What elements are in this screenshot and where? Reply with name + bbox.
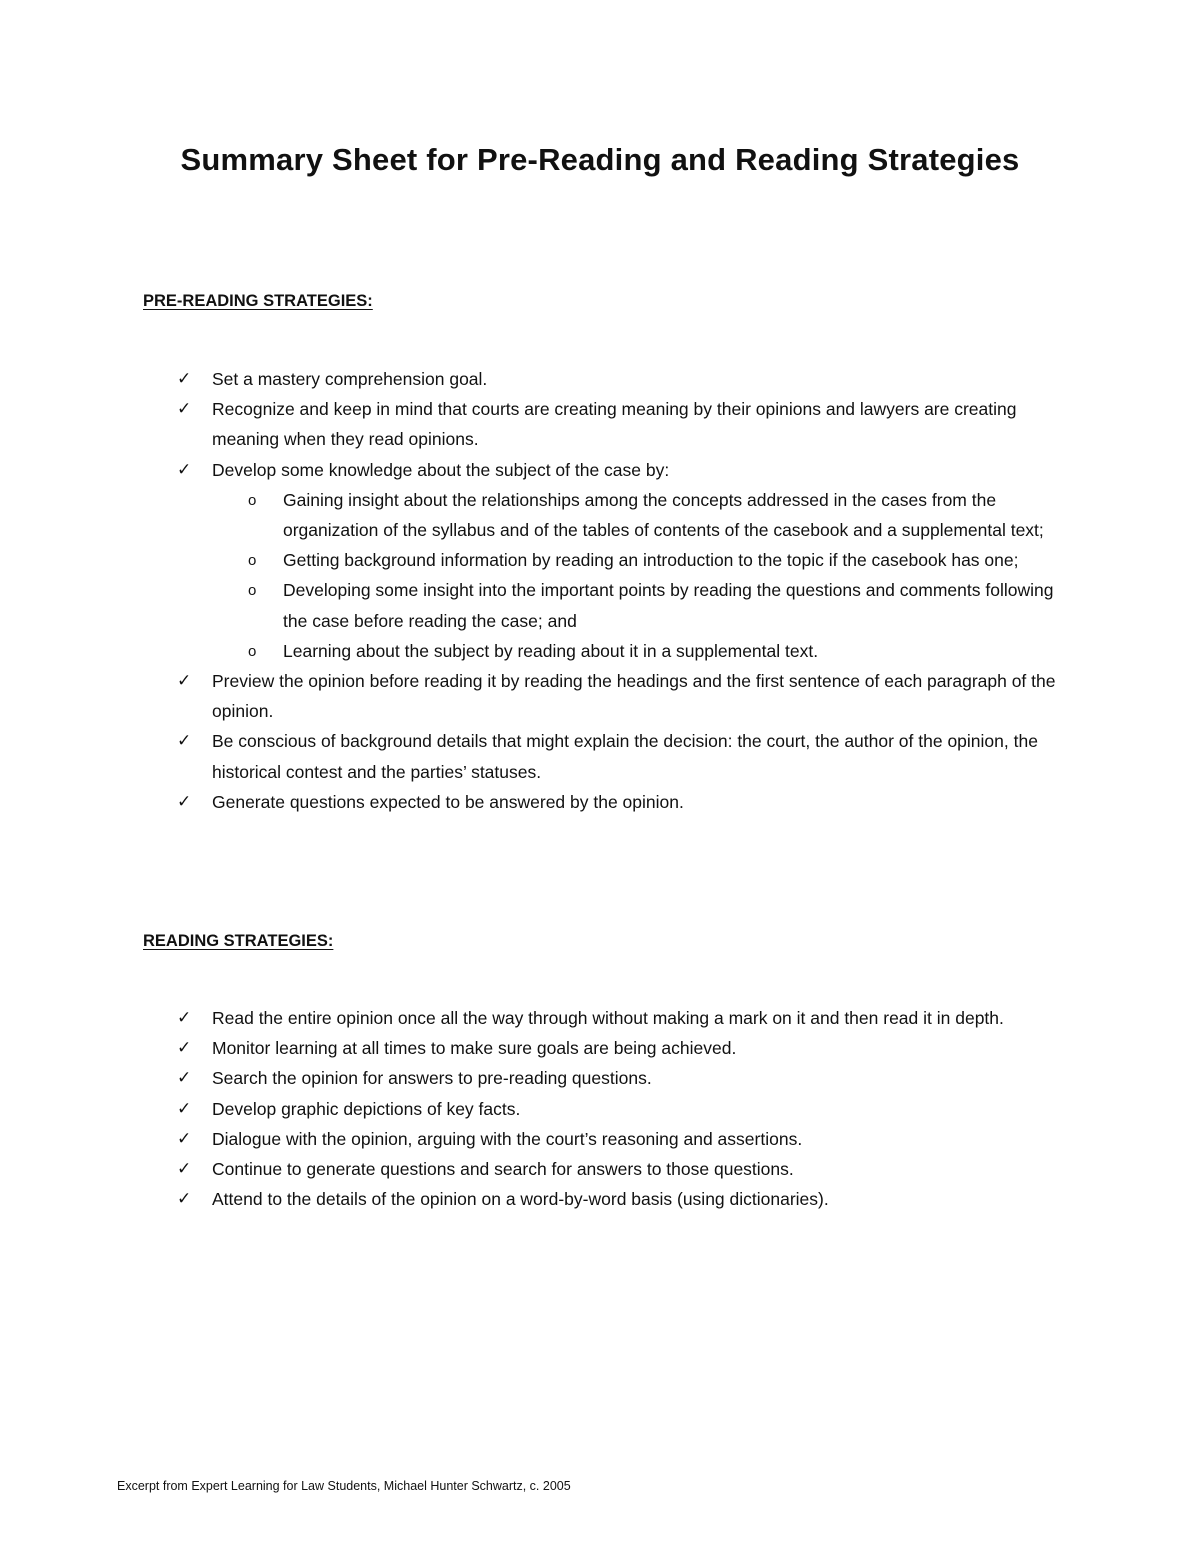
check-icon: ✓: [177, 369, 192, 388]
sub-list-item-text: Getting background information by reading an introduction to the topic if the casebook has one;: [283, 550, 1019, 571]
list-item: [0, 666, 1200, 726]
check-icon: ✓: [177, 731, 192, 751]
sub-list-item-text: Developing some insight into the important points by reading the questions and comments following the case before reading the case; and: [283, 580, 1054, 631]
check-icon: ✓: [177, 399, 192, 419]
list-item: [0, 364, 1200, 394]
sub-list-item: [212, 575, 1070, 635]
sub-list-item: [212, 545, 1070, 575]
list-item: [0, 726, 1200, 786]
reading-heading: READING STRATEGIES:: [143, 932, 334, 950]
list-item-text: Set a mastery comprehension goal.: [212, 369, 488, 389]
check-icon: ✓: [177, 1189, 192, 1209]
check-icon: ✓: [177, 1159, 192, 1179]
sub-list-item-text: Learning about the subject by reading about it in a supplemental text.: [283, 640, 819, 661]
list-item: [0, 1063, 1200, 1093]
list-item: [0, 1094, 1200, 1124]
check-icon: ✓: [177, 1008, 192, 1027]
sub-list-item: [212, 636, 1070, 666]
pre-reading-list: [0, 364, 1200, 817]
sub-list-item-text: Gaining insight about the relationships among the concepts addressed in the cases from the organization of the syllabus and of the tables of contents of the casebook and a supplemental text;: [283, 489, 1044, 541]
check-icon: ✓: [177, 671, 192, 691]
list-item: [0, 787, 1200, 817]
circle-bullet-icon: o: [248, 491, 257, 509]
list-item-text: Continue to generate questions and search for answers to those questions.: [212, 1159, 794, 1180]
list-item-text: Monitor learning at all times to make sure goals are being achieved.: [212, 1038, 737, 1059]
list-item: [0, 1124, 1200, 1154]
reading-list: [0, 1003, 1200, 1214]
pre-reading-heading: PRE-READING STRATEGIES:: [143, 292, 373, 310]
sub-list-item: [212, 485, 1070, 545]
check-icon: ✓: [177, 459, 192, 479]
list-item-text: Develop some knowledge about the subject of the case by:: [212, 459, 670, 480]
list-item-text: Preview the opinion before reading it by reading the headings and the first sentence of each paragraph of the opinion.: [212, 671, 1056, 722]
list-item-text: Dialogue with the opinion, arguing with the court’s reasoning and assertions.: [212, 1128, 803, 1149]
list-item-text: Be conscious of background details that might explain the decision: the court, the author of the opinion, the historical contest and the parties’ statuses.: [212, 731, 1038, 782]
list-item: [0, 1184, 1200, 1214]
circle-bullet-icon: o: [248, 582, 257, 600]
list-item-text: Read the entire opinion once all the way through without making a mark on it and then read it in depth.: [212, 1008, 1004, 1028]
circle-bullet-icon: o: [248, 552, 257, 570]
check-icon: ✓: [177, 1068, 192, 1088]
footer-citation: Excerpt from Expert Learning for Law Students, Michael Hunter Schwartz, c. 2005: [117, 1479, 571, 1493]
list-item-text: Develop graphic depictions of key facts.: [212, 1098, 521, 1119]
list-item-text: Attend to the details of the opinion on a word-by-word basis (using dictionaries).: [212, 1189, 829, 1210]
page-title: Summary Sheet for Pre-Reading and Reading Strategies: [180, 142, 1020, 177]
list-item-text: Search the opinion for answers to pre-reading questions.: [212, 1068, 652, 1089]
check-icon: ✓: [177, 1098, 192, 1118]
list-item: [0, 1033, 1200, 1063]
list-item: [0, 1154, 1200, 1184]
list-item: [0, 1003, 1200, 1033]
circle-bullet-icon: o: [248, 642, 257, 660]
list-item-text: Generate questions expected to be answered by the opinion.: [212, 791, 684, 812]
check-icon: ✓: [177, 1128, 192, 1148]
check-icon: ✓: [177, 791, 192, 811]
list-item-text: Recognize and keep in mind that courts are creating meaning by their opinions and lawyers are creating meaning when they read opinions.: [212, 399, 1017, 450]
list-item: [0, 455, 1200, 666]
check-icon: ✓: [177, 1038, 192, 1058]
list-item: [0, 394, 1200, 454]
sub-list: [212, 485, 1070, 666]
